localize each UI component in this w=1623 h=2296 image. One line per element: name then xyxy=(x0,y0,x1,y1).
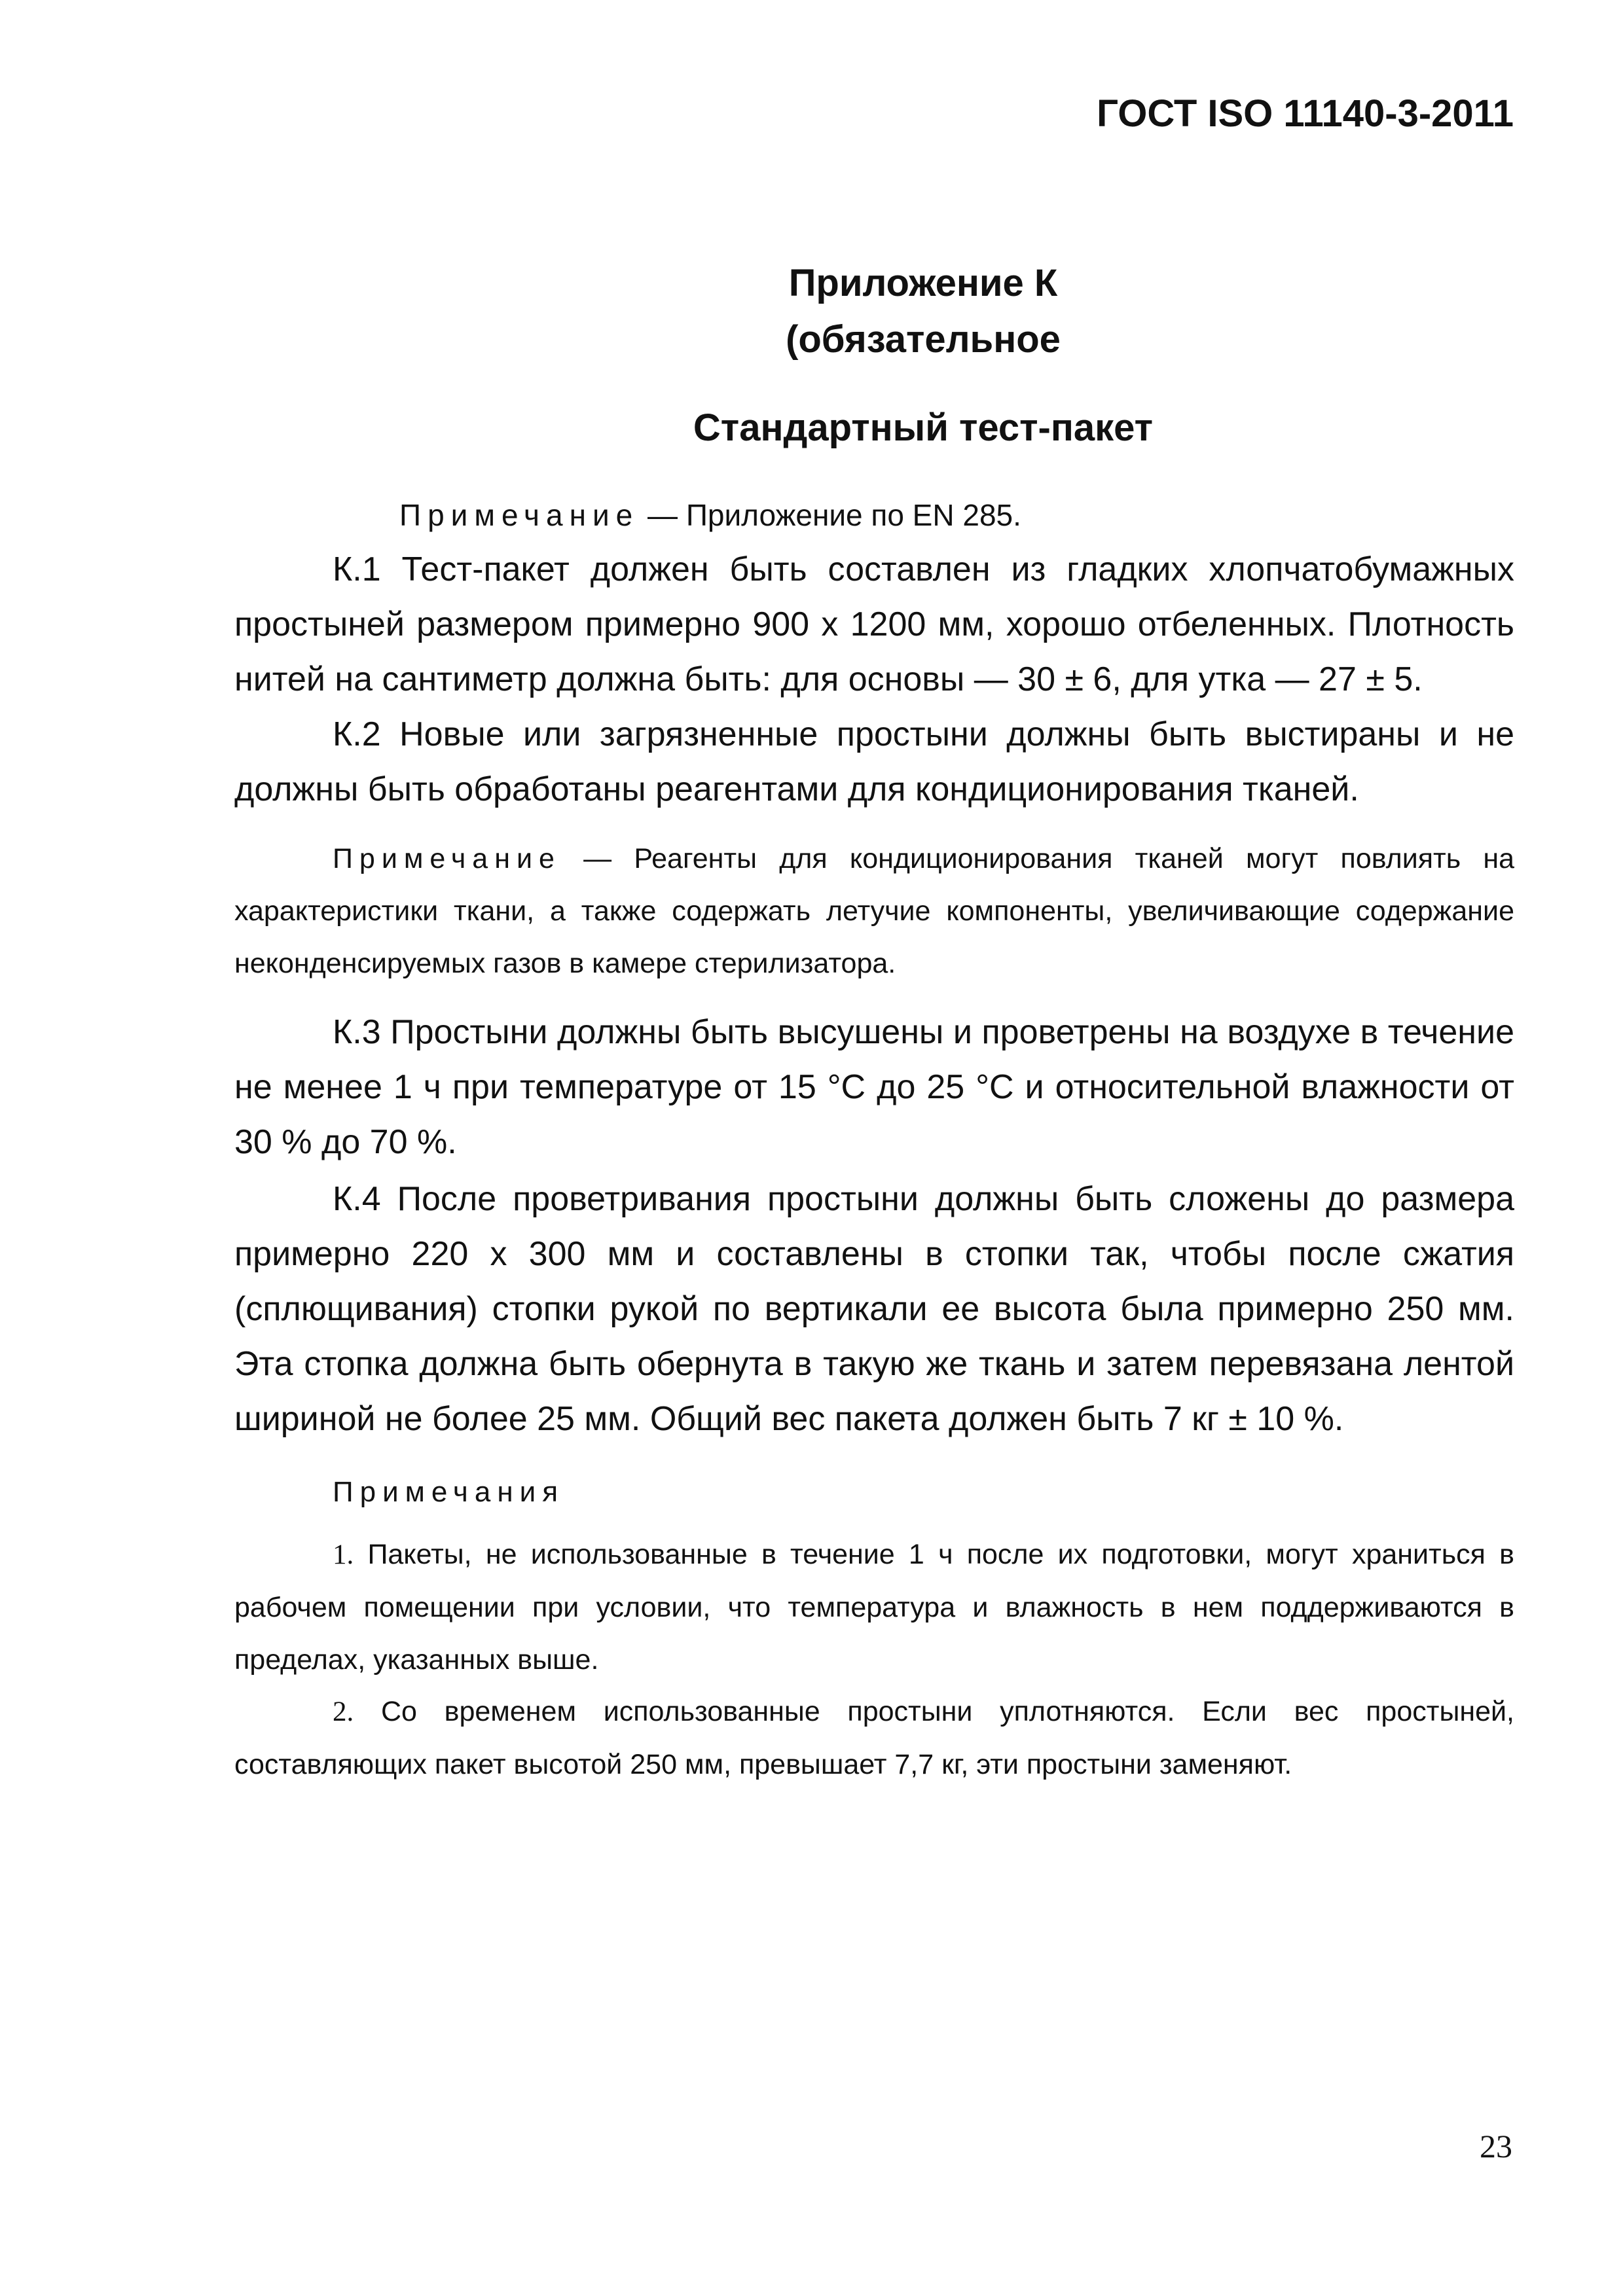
note-item-2-number: 2. xyxy=(333,1696,354,1727)
standard-header: ГОСТ ISO 11140-3-2011 xyxy=(1097,92,1514,135)
page-number: 23 xyxy=(1480,2128,1512,2164)
notes-heading: Примечания xyxy=(333,1476,565,1508)
note-item-2 xyxy=(234,1685,1514,1791)
annex-title xyxy=(655,255,1192,368)
note-intro-text: — Приложение по EN 285. xyxy=(639,498,1021,532)
note-item-2-text: Со временем использованные простыни уплотняются. Если вес простыней, составляющих пакет высотой 250 мм, превышает 7,7 кг, эти простыни заменяют. xyxy=(234,1696,1514,1780)
section-title: Стандартный тест-пакет xyxy=(693,406,1154,449)
note-item-1-number: 1. xyxy=(333,1539,354,1570)
note-k2-label: Примечание xyxy=(333,843,561,874)
note-intro-label: Примечание xyxy=(399,498,640,532)
note-item-1-text: Пакеты, не использованные в течение 1 ч после их подготовки, могут храниться в рабочем помещении при условии, что температура и влажность в нем поддерживаются в пределах, указанных выше. xyxy=(234,1539,1514,1676)
note-k2-text: — Реагенты для кондиционирования тканей могут повлиять на характеристики ткани, а также содержать летучие компоненты, увеличивающие содержание неконденсируемых газов в камере стерилизатора. xyxy=(234,843,1514,979)
annex-title-line-2: (обязательное xyxy=(786,318,1061,361)
paragraph-k2: К.2 Новые или загрязненные простыни должны быть выстираны и не должны быть обработаны реагентами для кондиционирования тканей. xyxy=(234,715,1514,808)
paragraph-k3: К.3 Простыни должны быть высушены и проветрены на воздухе в течение не менее 1 ч при температуре от 15 °С до 25 °С и относительной влажности от 30 % до 70 %. xyxy=(234,1013,1514,1161)
paragraph-k4: К.4 После проветривания простыни должны быть сложены до размера примерно 220 х 300 мм и составлены в стопки так, чтобы после сжатия (сплющивания) стопки рукой по вертикали ее высота была примерно 250 мм. Эта стопка должна быть обернута в такую же ткань и затем перевязана лентой шириной не более 25 мм. Общий вес пакета должен быть 7 кг ± 10 %. xyxy=(234,1180,1514,1438)
note-k2 xyxy=(234,833,1514,990)
note-item-1 xyxy=(234,1528,1514,1686)
paragraph-k1: К.1 Тест-пакет должен быть составлен из гладких хлопчатобумажных простыней размером примерно 900 х 1200 мм, хорошо отбеленных. Плотность нитей на сантиметр должна быть: для основы — 30 ± 6, для утка — 27 ± 5. xyxy=(234,550,1514,698)
note-intro xyxy=(399,492,1021,538)
annex-title-line-1: Приложение К xyxy=(788,262,1058,304)
